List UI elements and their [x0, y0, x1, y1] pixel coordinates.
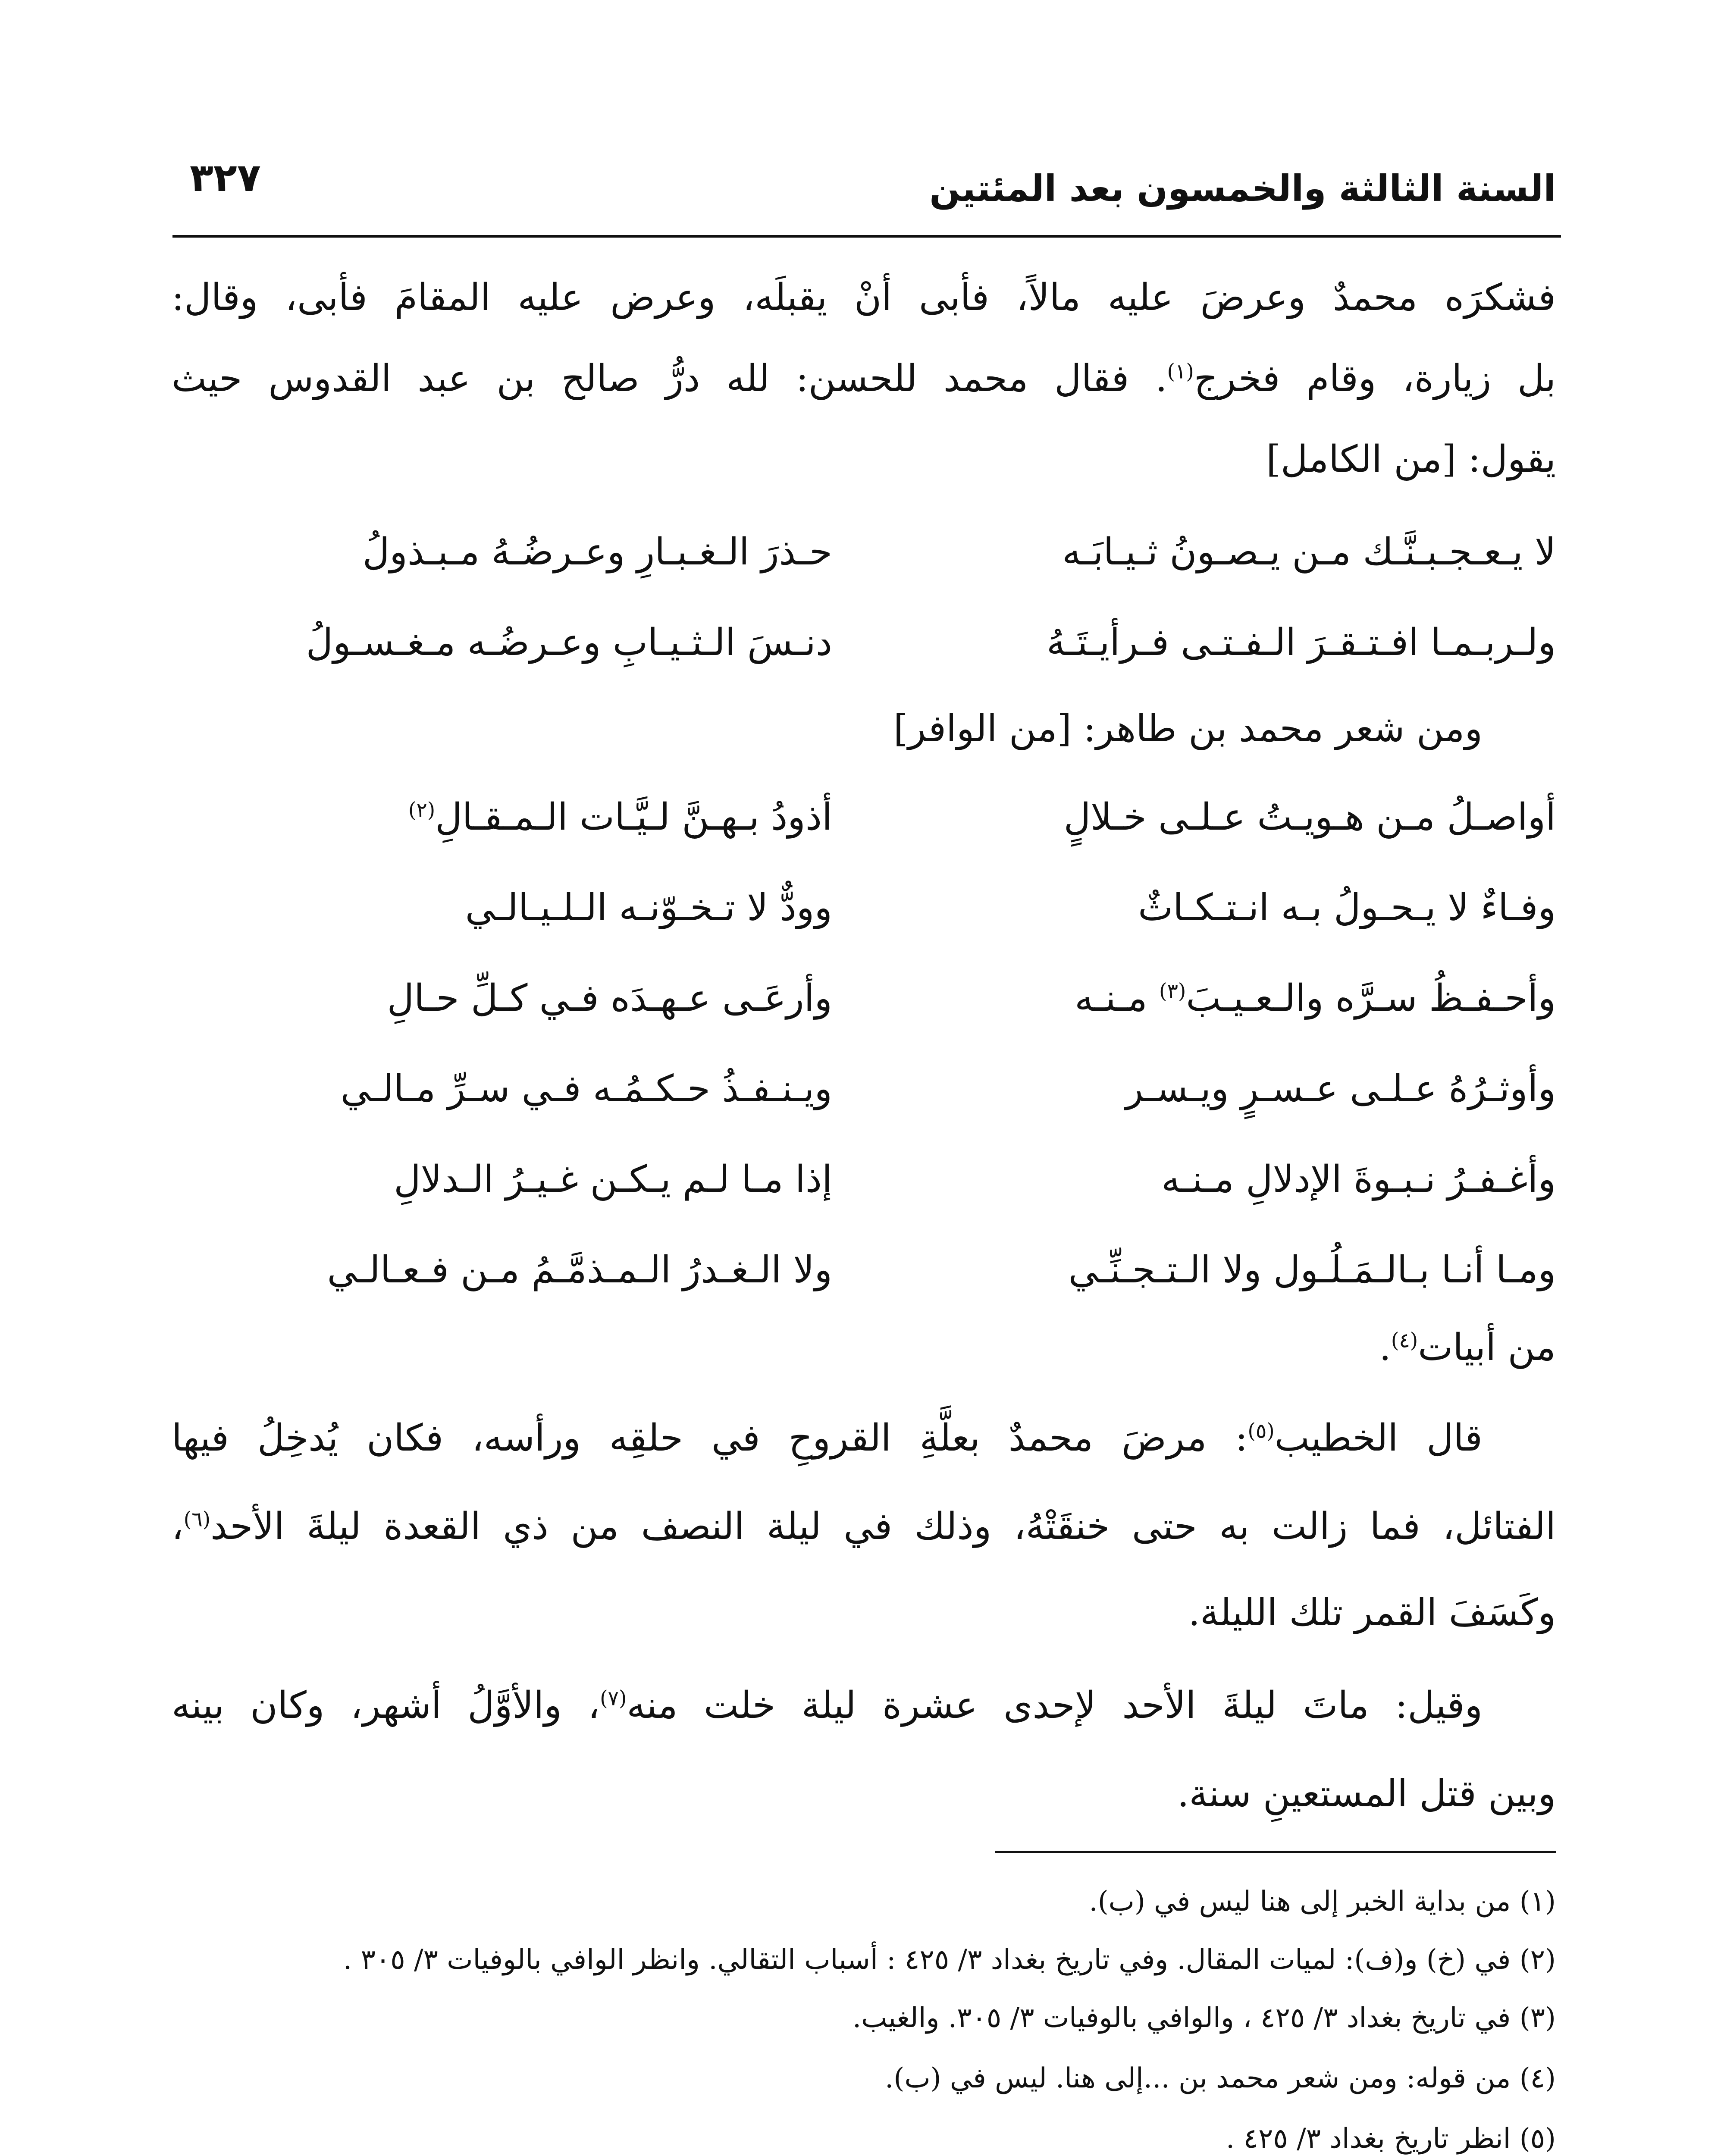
- para1-line2: [172, 357, 1556, 400]
- para3-line2-text-a: الفتائل، فما زالت به حتى خنقَتْهُ، وذلك في ليلة النصف من ذي القعدة ليلةَ الأحد: [210, 1505, 1556, 1548]
- para3-line3: وكَسَفَ القمر تلك الليلة.: [1188, 1591, 1556, 1634]
- header-rule: [172, 235, 1561, 238]
- poem1-verse2-hemistich-left: دنـسَ الـثـيـابِ وعـرضُـه مـغـسـولُ: [306, 621, 832, 664]
- running-title: السنة الثالثة والخمسون بعد المئتين: [929, 167, 1556, 210]
- para3-line1-text-b: : مرضَ محمدٌ بعلَّةِ القروحِ في حلقِه ورأسه، فكان يُدخِلُ فيها: [172, 1416, 1248, 1460]
- verses-end-text: من أبيات: [1418, 1326, 1556, 1369]
- verses-end-note: [172, 1326, 1556, 1369]
- verses-end-tail: .: [1379, 1326, 1391, 1369]
- para1-line1: فشكرَه محمدٌ وعرضَ عليه مالاً، فأبى أنْ يقبلَه، وعرض عليه المقامَ فأبى، وقال:: [172, 276, 1556, 319]
- poem2-verse3-hemistich-left: وأرعَـى عـهـدَه فـي كـلِّ حـالِ: [387, 977, 832, 1020]
- para1-line2-text-b: . فقال محمد للحسن: لله درُّ صالح بن عبد القدوس حيث: [172, 357, 1167, 400]
- poem2-verse6-hemistich-right: ومـا أنـا بـالـمَـلُـول ولا الـتـجـنِّـي: [1068, 1248, 1556, 1291]
- para1-line2-text-a: بل زيارة، وقام فخرج: [1194, 357, 1556, 400]
- footnote-1: (١) من بداية الخبر إلى هنا ليس في (ب).: [1089, 1886, 1556, 1918]
- poem2-verse5-hemistich-left: إذا مـا لـم يـكـن غـيـرُ الـدلالِ: [394, 1158, 832, 1201]
- footnote-4: (٤) من قوله: ومن شعر محمد بن ...إلى هنا. ليس في (ب).: [885, 2062, 1556, 2094]
- poem2-verse6-hemistich-left: ولا الـغـدرُ الـمـذمَّـمُ مـن فـعـالـي: [327, 1248, 832, 1291]
- poem2-intro: ومن شعر محمد بن طاهر: [من الوافر]: [893, 707, 1483, 750]
- footnote-separator: [995, 1851, 1556, 1853]
- poem2-verse2-hemistich-left: وودٌّ لا تـخـوّنـه الـلـيـالـي: [465, 886, 832, 929]
- poem2-verse2-hemistich-right: وفـاءٌ لا يـحـولُ بـه انـتـكـاثٌ: [1138, 886, 1556, 929]
- footnote-ref-5: (٥): [1248, 1419, 1275, 1443]
- footnote-ref-2: (٢): [408, 798, 436, 822]
- poem2-verse3-right-text: وأحـفـظُ سـرَّه والـعـيـبَ: [1186, 977, 1556, 1020]
- poem2-verse4-hemistich-left: ويـنـفـذُ حـكـمُـه فـي سـرِّ مـالـي: [340, 1067, 832, 1110]
- poem2-verse1-left-text: أذودُ بـهـنَّ لـيَّـات الـمـقـالِ: [435, 796, 832, 839]
- para3-line2-text-b: ،: [172, 1505, 184, 1548]
- poem2-verse5-hemistich-right: وأغـفـرُ نـبـوةَ الإدلالِ مـنـه: [1161, 1158, 1556, 1201]
- footnote-3: (٣) في تاريخ بغداد ٣/ ٤٢٥ ، والوافي بالوفيات ٣/ ٣٠٥. والغيب.: [852, 2002, 1556, 2034]
- footnote-ref-1: (١): [1167, 360, 1194, 384]
- para4-line1-text-a: وقيل: ماتَ ليلةَ الأحد لإحدى عشرة ليلة خلت منه: [627, 1684, 1483, 1727]
- para3-line2: [172, 1505, 1556, 1548]
- para1-line3: يقول: [من الكامل]: [1266, 438, 1556, 481]
- poem2-verse4-hemistich-right: وأوثـرُهُ عـلـى عـسـرٍ ويـسـر: [1125, 1067, 1556, 1110]
- para4-line1-text-b: ، والأوَّلُ أشهر، وكان بينه: [172, 1684, 600, 1727]
- footnote-2: (٢) في (خ) و(ف): لميات المقال. وفي تاريخ بغداد ٣/ ٤٢٥ : أسباب التقالي. وانظر الوافي بالوفيات ٣/ ٣٠٥ .: [343, 1944, 1556, 1976]
- para4-line2: وبين قتل المستعينِ سنة.: [1177, 1772, 1556, 1815]
- para4-line1: [172, 1684, 1483, 1727]
- footnote-ref-6: (٦): [183, 1507, 211, 1532]
- footnote-5: (٥) انظر تاريخ بغداد ٣/ ٤٢٥ .: [1226, 2123, 1556, 2155]
- poem2-verse3-right-tail: مـنـه: [1075, 977, 1160, 1020]
- poem2-verse1-hemistich-right: أواصـلُ مـن هـويـتُ عـلـى خـلالٍ: [1063, 796, 1556, 839]
- footnote-ref-4: (٤): [1391, 1329, 1418, 1353]
- footnote-ref-3: (٣): [1159, 979, 1186, 1003]
- page-number: ٣٢٧: [190, 155, 261, 201]
- poem1-verse2-hemistich-right: ولـربـمـا افـتـقـرَ الـفـتـى فـرأيـتَـهُ: [1047, 621, 1556, 664]
- footnote-ref-7: (٧): [600, 1686, 627, 1711]
- poem1-verse1-hemistich-left: حـذرَ الـغـبـارِ وعـرضُـهُ مـبـذولُ: [362, 530, 832, 573]
- poem2-verse1-hemistich-left: [185, 796, 832, 839]
- para3-line1: [172, 1416, 1483, 1460]
- poem2-verse3-hemistich-right: [909, 977, 1556, 1020]
- para3-line1-text-a: قال الخطيب: [1274, 1416, 1483, 1460]
- poem1-verse1-hemistich-right: لا يـعـجـبـنَّـك مـن يـصـونُ ثـيـابَـه: [1062, 530, 1556, 573]
